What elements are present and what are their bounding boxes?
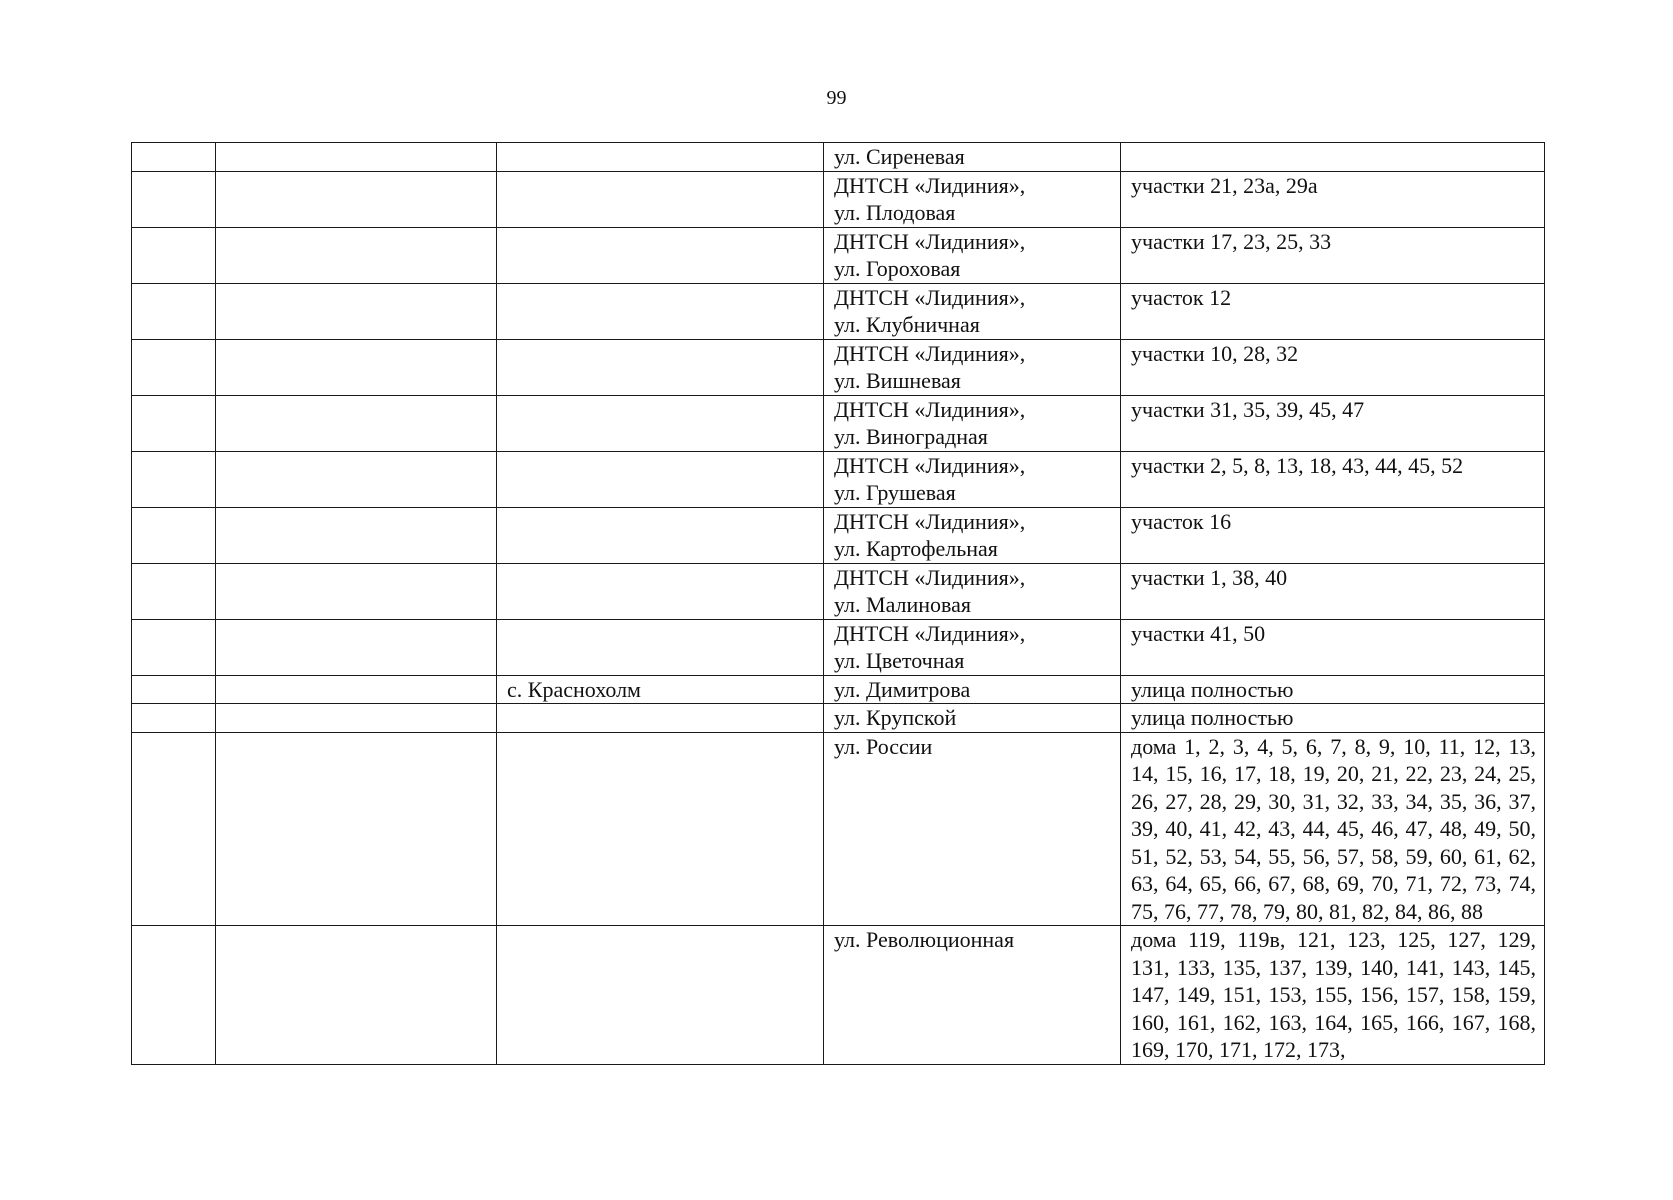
street-line: ДНТСН «Лидиния», <box>834 508 1026 534</box>
plots-text: участки 2, 5, 8, 13, 18, 43, 44, 45, 52 <box>1131 452 1464 478</box>
table-cell-col3 <box>497 563 824 619</box>
street-line: ул. Революционная <box>834 927 1015 952</box>
table-row <box>132 619 1545 675</box>
street-line: ДНТСН «Лидиния», <box>834 452 1026 478</box>
table-cell-col4 <box>824 451 1121 507</box>
table-cell-col2 <box>216 283 497 339</box>
table-cell-col5 <box>1121 171 1545 227</box>
plots-text: участки 10, 28, 32 <box>1131 340 1299 366</box>
street-line: ул. Гороховая <box>834 256 961 281</box>
table-cell-col4 <box>824 675 1121 704</box>
table-cell-col3 <box>497 675 824 704</box>
street-line: ул. Крупской <box>834 705 957 730</box>
street-line: ул. Димитрова <box>834 676 971 702</box>
plots-text: участки 1, 38, 40 <box>1131 564 1288 590</box>
table-cell-col5 <box>1121 143 1545 172</box>
table-cell-col2 <box>216 675 497 704</box>
table-cell-col5 <box>1121 926 1545 1065</box>
table-row <box>132 451 1545 507</box>
plots-text: дома 1, 2, 3, 4, 5, 6, 7, 8, 9, 10, 11, 12, 13, 14, 15, 16, 17, 18, 19, 20, 21, 22, 23, 24, 25, 26, 27, 28, 29, 30, 31, 32, 33, 34, 35, 36, 37, 39, 40, 41, 42, 43, 44, 45, 46, 47, 48, 49, 50, 51, 52, 53, 54, 55, 56, 57, 58, 59, 60, 61, 62, 63, 64, 65, 66, 67, 68, 69, 70, 71, 72, 73, 74, 75, 76, 77, 78, 79, 80, 81, 82, 84, 86, 88 <box>1131 733 1536 924</box>
street-line: ул. Вишневая <box>834 368 961 393</box>
table-cell-col5 <box>1121 619 1545 675</box>
table-cell-col1 <box>132 395 216 451</box>
street-line: ДНТСН «Лидиния», <box>834 564 1026 590</box>
table-cell-col3 <box>497 507 824 563</box>
table-cell-col2 <box>216 339 497 395</box>
table-cell-col5 <box>1121 339 1545 395</box>
table-cell-col5 <box>1121 675 1545 704</box>
table-body <box>132 143 1545 1065</box>
table-cell-col4 <box>824 395 1121 451</box>
table-cell-col3 <box>497 339 824 395</box>
table-cell-col4 <box>824 926 1121 1065</box>
table-row <box>132 926 1545 1065</box>
table-cell-col1 <box>132 283 216 339</box>
street-line: ул. Грушевая <box>834 480 956 505</box>
table-row <box>132 171 1545 227</box>
street-line: ДНТСН «Лидиния», <box>834 172 1026 198</box>
table-row <box>132 143 1545 172</box>
table-cell-col2 <box>216 395 497 451</box>
table-row <box>132 339 1545 395</box>
street-line: ДНТСН «Лидиния», <box>834 396 1026 422</box>
table-cell-col5 <box>1121 227 1545 283</box>
table-cell-col5 <box>1121 395 1545 451</box>
table-cell-col1 <box>132 619 216 675</box>
table-cell-col4 <box>824 704 1121 733</box>
table-cell-col4 <box>824 171 1121 227</box>
street-line: ул. Клубничная <box>834 312 980 337</box>
table-row <box>132 563 1545 619</box>
table-cell-col2 <box>216 451 497 507</box>
plots-text: участок 16 <box>1131 508 1232 534</box>
table-cell-col2 <box>216 227 497 283</box>
table-row <box>132 507 1545 563</box>
table-cell-col1 <box>132 143 216 172</box>
table-cell-col3 <box>497 732 824 926</box>
street-line: ул. Цветочная <box>834 648 965 673</box>
street-line: ул. Плодовая <box>834 200 956 225</box>
table-cell-col4 <box>824 619 1121 675</box>
table-row <box>132 732 1545 926</box>
street-line: ул. Малиновая <box>834 592 972 617</box>
table-cell-col4 <box>824 339 1121 395</box>
table-cell-col5 <box>1121 704 1545 733</box>
table-cell-col4 <box>824 143 1121 172</box>
table-cell-col2 <box>216 143 497 172</box>
street-line: ДНТСН «Лидиния», <box>834 340 1026 366</box>
table-row <box>132 675 1545 704</box>
street-line: ДНТСН «Лидиния», <box>834 620 1026 646</box>
street-line: ДНТСН «Лидиния», <box>834 284 1026 310</box>
table-cell-col4 <box>824 227 1121 283</box>
table-cell-col3 <box>497 395 824 451</box>
plots-text: участки 17, 23, 25, 33 <box>1131 228 1332 254</box>
table-cell-col3 <box>497 171 824 227</box>
table-cell-col1 <box>132 339 216 395</box>
table-cell-col3 <box>497 704 824 733</box>
table-cell-col4 <box>824 283 1121 339</box>
table-cell-col1 <box>132 563 216 619</box>
table-cell-col1 <box>132 732 216 926</box>
table-cell-col1 <box>132 227 216 283</box>
table-cell-col2 <box>216 563 497 619</box>
plots-text: дома 119, 119в, 121, 123, 125, 127, 129, 131, 133, 135, 137, 139, 140, 141, 143, 145, 147, 149, 151, 153, 155, 156, 157, 158, 159, 160, 161, 162, 163, 164, 165, 166, 167, 168, 169, 170, 171, 172, 173, <box>1131 927 1536 1062</box>
table-row <box>132 283 1545 339</box>
street-line: ул. России <box>834 733 933 759</box>
table-cell-col1 <box>132 926 216 1065</box>
settlement-name: с. Краснохолм <box>507 676 641 702</box>
table-cell-col2 <box>216 619 497 675</box>
plots-text: улица полностью <box>1131 676 1294 702</box>
table-cell-col1 <box>132 675 216 704</box>
table-cell-col3 <box>497 143 824 172</box>
table-cell-col2 <box>216 926 497 1065</box>
settlements-table <box>131 142 1545 1065</box>
street-line: ул. Картофельная <box>834 536 998 561</box>
table-cell-col3 <box>497 283 824 339</box>
table-row <box>132 704 1545 733</box>
plots-text: улица полностью <box>1131 705 1294 730</box>
plots-text: участки 41, 50 <box>1131 620 1266 646</box>
table-cell-col1 <box>132 451 216 507</box>
table-cell-col4 <box>824 732 1121 926</box>
plots-text: участки 21, 23а, 29а <box>1131 172 1318 198</box>
table-cell-col4 <box>824 563 1121 619</box>
table-cell-col2 <box>216 507 497 563</box>
table-cell-col2 <box>216 171 497 227</box>
table-row <box>132 227 1545 283</box>
table-cell-col5 <box>1121 732 1545 926</box>
table-cell-col2 <box>216 704 497 733</box>
table-row <box>132 395 1545 451</box>
table-cell-col5 <box>1121 507 1545 563</box>
street-line: ДНТСН «Лидиния», <box>834 228 1026 254</box>
table-cell-col1 <box>132 171 216 227</box>
table-cell-col2 <box>216 732 497 926</box>
street-line: ул. Виноградная <box>834 424 988 449</box>
table-cell-col5 <box>1121 451 1545 507</box>
street-line: ул. Сиреневая <box>834 144 965 169</box>
page-number: 99 <box>826 87 847 109</box>
table-cell-col1 <box>132 704 216 733</box>
table-cell-col3 <box>497 227 824 283</box>
table-cell-col1 <box>132 507 216 563</box>
plots-text: участки 31, 35, 39, 45, 47 <box>1131 396 1365 422</box>
table-cell-col5 <box>1121 563 1545 619</box>
table-cell-col3 <box>497 619 824 675</box>
table-cell-col5 <box>1121 283 1545 339</box>
table-cell-col4 <box>824 507 1121 563</box>
table-cell-col3 <box>497 451 824 507</box>
table-cell-col3 <box>497 926 824 1065</box>
plots-text: участок 12 <box>1131 284 1232 310</box>
